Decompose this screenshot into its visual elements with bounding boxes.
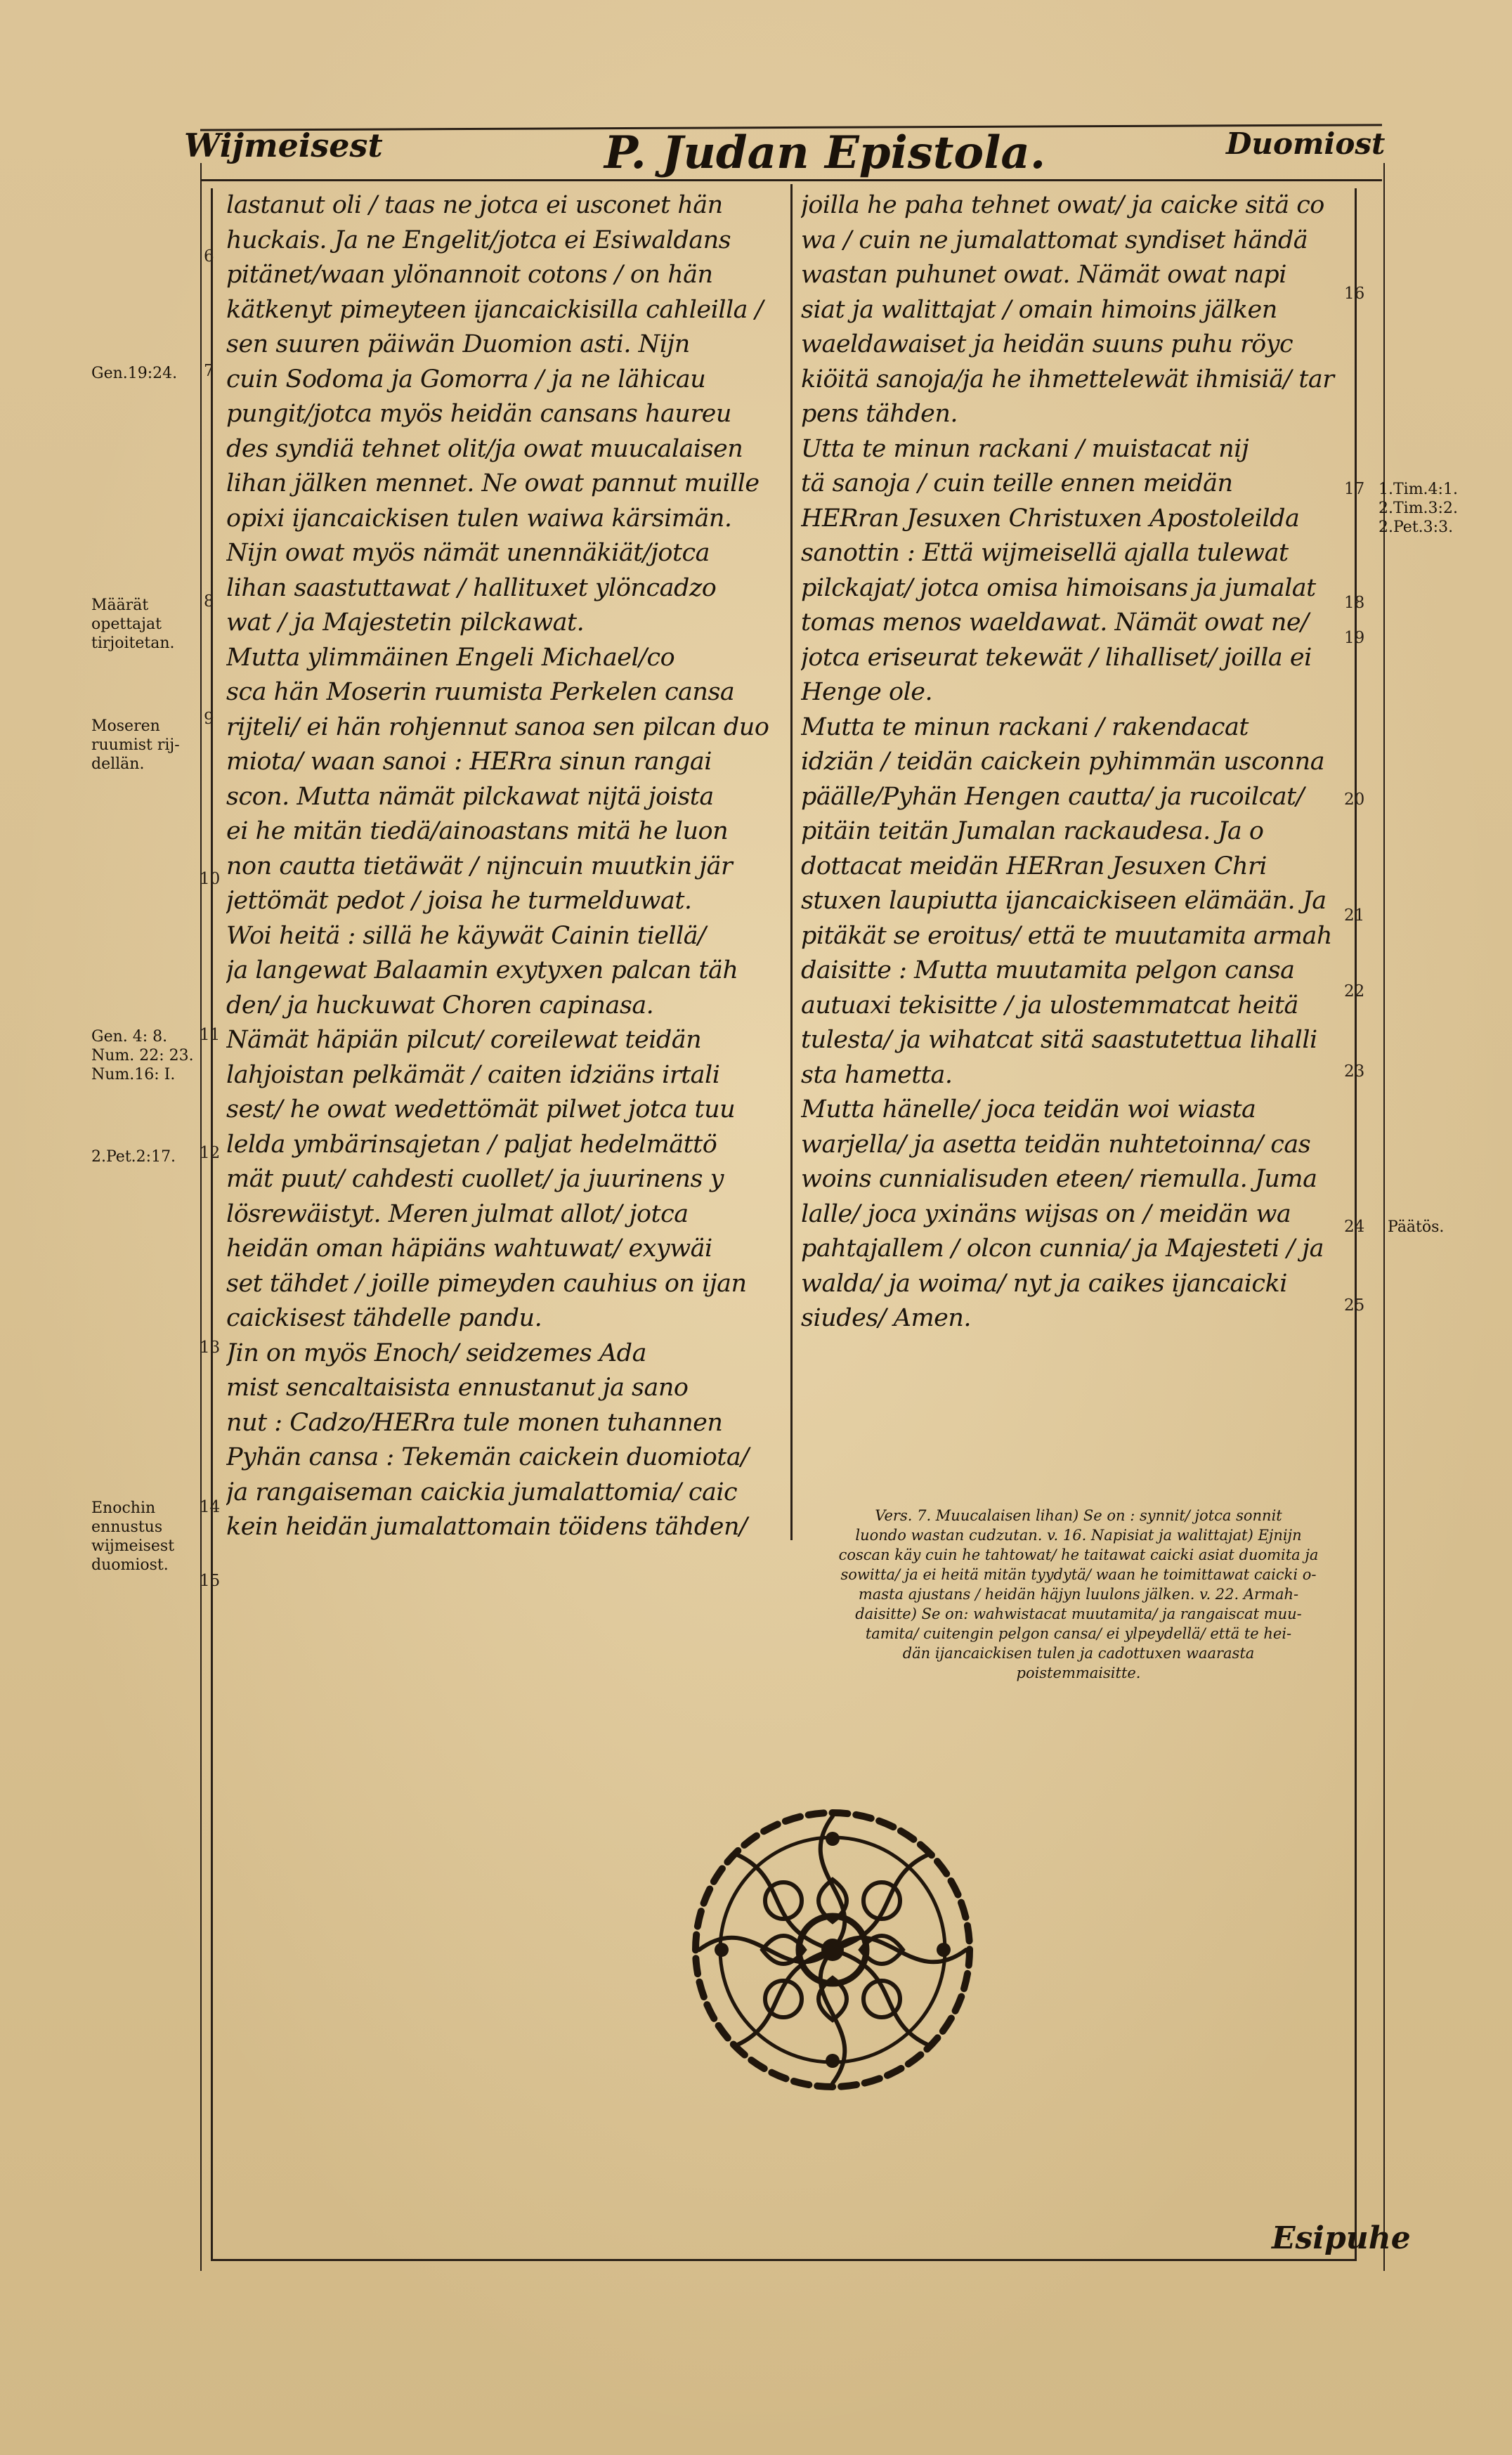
text-line: huckais. Ja ne Engelit/jotca ei Esiwaldans: [226, 226, 731, 254]
text-line: lastanut oli / taas ne jotca ei usconet hän: [226, 191, 723, 219]
annotation-line: masta ajustans / heidän häjyn luulons jälken. v. 22. Armah-: [858, 1586, 1299, 1603]
text-line: des syndiä tehnet olit/ja owat muucalaisen: [226, 434, 743, 463]
verse-number: 24: [1344, 1218, 1365, 1236]
annotation-line: dän ijancaickisen tulen ja cadottuxen waarasta: [902, 1645, 1255, 1662]
text-line: pungit/jotca myös heidän cansans haureu: [226, 400, 731, 428]
text-line: sta hametta.: [801, 1060, 953, 1089]
text-line: Jin on myös Enoch/ seidzemes Ada: [226, 1339, 646, 1367]
text-line: daisitte : Mutta muutamita pelgon cansa: [801, 956, 1295, 984]
text-line: joilla he paha tehnet owat/ ja caicke sitä co: [801, 191, 1324, 219]
text-line: ei he mitän tiedä/ainoastans mitä he luon: [226, 817, 729, 845]
text-line: waeldawaiset ja heidän suuns puhu röyc: [801, 330, 1293, 358]
annotation-line: daisitte) Se on: wahwistacat muutamita/ ja rangaiscat muu-: [855, 1606, 1302, 1622]
verse-number: 10: [200, 870, 221, 888]
text-line: caickisest tähdelle pandu.: [226, 1304, 542, 1332]
text-line: ja rangaiseman caickia jumalattomia/ caic: [226, 1478, 738, 1506]
margin-reference: Gen. 4: 8. Num. 22: 23. Num.16: I.: [91, 1028, 194, 1083]
text-line: wat / ja Majestetin pilckawat.: [226, 608, 585, 637]
right-column: [801, 188, 1342, 1336]
text-line: lahjoistan pelkämät / caiten idziäns irtali: [226, 1060, 720, 1089]
text-line: Pyhän cansa : Tekemän caickein duomiota/: [226, 1443, 749, 1471]
text-line: kein heidän jumalattomain töidens tähden/: [226, 1513, 748, 1541]
text-line: miota/ waan sanoi : HERra sinun rangai: [226, 748, 712, 776]
text-line: pitäkät se eroitus/ että te muutamita armah: [801, 921, 1332, 950]
text-line: sest/ he owat wedettömät pilwet jotca tuu: [226, 1095, 736, 1124]
verse-number: 14: [200, 1498, 221, 1516]
text-line: lihan jälken mennet. Ne owat pannut muille: [226, 469, 760, 497]
left-column: [226, 188, 781, 1545]
text-line: cuin Sodoma ja Gomorra / ja ne lähicau: [226, 365, 706, 393]
verse-number: 11: [200, 1026, 221, 1044]
verse-number: 16: [1344, 285, 1365, 303]
column-divider: [790, 184, 793, 1540]
text-line: Henge ole.: [801, 678, 933, 706]
annotations: [801, 1506, 1356, 1683]
text-line: set tähdet / joille pimeyden cauhius on ijan: [226, 1269, 747, 1298]
text-line: lihan saastuttawat / hallituxet ylöncadzo: [226, 573, 717, 602]
ornament-icon: [678, 1795, 987, 2104]
verse-number: 22: [1344, 982, 1365, 1001]
text-line: heidän oman häpiäns wahtuwat/ exywäi: [226, 1235, 712, 1263]
verse-number: 13: [200, 1339, 221, 1357]
text-line: mät puut/ cahdesti cuollet/ ja juurinens y: [226, 1165, 724, 1193]
text-line: opixi ijancaickisen tulen waiwa kärsimän.: [226, 504, 732, 533]
catchword: Esipuhe: [1272, 2220, 1411, 2256]
text-line: tomas menos waeldawat. Nämät owat ne/: [801, 608, 1309, 637]
text-line: Mutta te minun rackani / rakendacat: [801, 712, 1249, 741]
text-line: sen suuren päiwän Duomion asti. Nijn: [226, 330, 690, 358]
text-line: idziän / teidän caickein pyhimmän usconna: [801, 748, 1325, 776]
verse-number: 6: [204, 247, 214, 266]
annotation-line: tamita/ cuitengin pelgon cansa/ ei ylpeydellä/ että te hei-: [865, 1625, 1292, 1642]
text-line: mist sencaltaisista ennustanut ja sano: [226, 1374, 689, 1402]
text-line: rijteli/ ei hän rohjennut sanoa sen pilcan duo: [226, 712, 769, 741]
margin-reference: 2.Pet.2:17.: [91, 1148, 176, 1166]
text-line: sanottin : Että wijmeisellä ajalla tulewat: [801, 539, 1289, 567]
text-line: sca hän Moserin ruumista Perkelen cansa: [226, 678, 735, 706]
text-line: tulesta/ ja wihatcat sitä saastutettua lihalli: [801, 1026, 1317, 1054]
text-line: walda/ ja woima/ nyt ja caikes ijancaicki: [801, 1269, 1287, 1298]
annotation-line: sowitta/ ja ei heitä mitän tyydytä/ waan he toimittawat caicki o-: [840, 1566, 1317, 1583]
text-line: Nämät häpiän pilcut/ coreilewat teidän: [226, 1026, 702, 1054]
margin-note: Määrät opettajat tirjoitetan.: [91, 597, 175, 652]
text-line: Mutta hänelle/ joca teidän woi wiasta: [801, 1095, 1256, 1124]
text-line: lelda ymbärinsajetan / paljat hedelmättö: [226, 1130, 717, 1159]
text-line: Woi heitä : sillä he käywät Cainin tiellä/: [226, 921, 706, 950]
annotation-line: poistemmaisitte.: [1016, 1665, 1141, 1681]
text-line: pens tähden.: [801, 400, 958, 428]
text-line: dottacat meidän HERran Jesuxen Chri: [801, 852, 1267, 880]
text-line: jettömät pedot / joisa he turmelduwat.: [226, 887, 692, 915]
margin-reference: 1.Tim.4:1. 2.Tim.3:2. 2.Pet.3:3.: [1379, 481, 1458, 536]
text-line: Nijn owat myös nämät unennäkiät/jotca: [226, 539, 710, 567]
verse-number: 15: [200, 1572, 221, 1590]
verse-number: 23: [1344, 1062, 1365, 1081]
text-line: non cautta tietäwät / nijncuin muutkin jär: [226, 852, 733, 880]
verse-number: 19: [1344, 629, 1365, 647]
verse-number: 21: [1344, 906, 1365, 925]
verse-number: 25: [1344, 1296, 1365, 1315]
verse-number: 12: [200, 1144, 221, 1162]
text-line: pitäin teitän Jumalan rackaudesa. Ja o: [801, 817, 1264, 845]
text-line: kätkenyt pimeyteen ijancaickisilla cahleilla /: [226, 295, 763, 324]
text-line: stuxen laupiutta ijancaickiseen elämään. Ja: [801, 887, 1327, 915]
text-line: siat ja walittajat / omain himoins jälken: [801, 295, 1277, 324]
text-line: lösrewäistyt. Meren julmat allot/ jotca: [226, 1199, 689, 1228]
text-line: Mutta ylimmäinen Engeli Michael/co: [226, 643, 675, 672]
margin-note: Moseren ruumist rij- dellän.: [91, 717, 180, 773]
text-line: HERran Jesuxen Christuxen Apostoleilda: [801, 504, 1300, 533]
verse-number: 7: [204, 362, 214, 380]
text-line: pahtajallem / olcon cunnia/ ja Majesteti / ja: [801, 1235, 1324, 1263]
text-line: woins cunnialisuden eteen/ riemulla. Juma: [801, 1165, 1317, 1193]
text-line: siudes/ Amen.: [801, 1304, 972, 1332]
verse-number: 20: [1344, 790, 1365, 809]
text-line: nut : Cadzo/HERra tule monen tuhannen: [226, 1408, 723, 1437]
running-head-title: P. Judan Epistola.: [604, 126, 1046, 179]
margin-note: Päätös.: [1388, 1218, 1445, 1236]
running-head-right: Duomiost: [1226, 126, 1386, 161]
text-line: wa / cuin ne jumalattomat syndiset händä: [801, 226, 1308, 254]
text-line: pitänet/waan ylönannoit cotons / on hän: [226, 261, 713, 289]
verse-number: 9: [204, 710, 214, 728]
text-line: den/ ja huckuwat Choren capinasa.: [226, 991, 654, 1020]
text-line: jotca eriseurat tekewät / lihalliset/ joilla ei: [801, 643, 1312, 672]
running-head-left: Wijmeisest: [184, 126, 383, 164]
verse-number: 17: [1344, 480, 1365, 498]
verse-number: 18: [1344, 594, 1365, 612]
text-line: kiöitä sanoja/ja he ihmettelewät ihmisiä/ tar: [801, 365, 1334, 393]
margin-reference: Gen.19:24.: [91, 365, 178, 382]
text-line: wastan puhunet owat. Nämät owat napi: [801, 261, 1286, 289]
text-line: autuaxi tekisitte / ja ulostemmatcat heitä: [801, 991, 1298, 1020]
bottom-rule: [211, 2259, 1355, 2261]
text-line: pilckajat/ jotca omisa himoisans ja jumalat: [801, 573, 1316, 602]
text-line: päälle/Pyhän Hengen cautta/ ja rucoilcat/: [801, 782, 1304, 811]
text-line: warjella/ ja asetta teidän nuhtetoinna/ cas: [801, 1130, 1311, 1159]
text-line: tä sanoja / cuin teille ennen meidän: [801, 469, 1233, 497]
annotation-line: luondo wastan cudzutan. v. 16. Napisiat ja walittajat) Ejnijn: [855, 1527, 1302, 1544]
verse-number: 8: [204, 592, 214, 611]
annotation-line: Vers. 7. Muucalaisen lihan) Se on : synnit/ jotca sonnit: [875, 1507, 1282, 1524]
margin-note: Enochin ennustus wijmeisest duomiost.: [91, 1499, 175, 1574]
text-line: scon. Mutta nämät pilckawat nijtä joista: [226, 782, 714, 811]
text-line: Utta te minun rackani / muistacat nij: [801, 434, 1249, 463]
text-line: ja langewat Balaamin exytyxen palcan täh: [226, 956, 738, 984]
annotation-line: coscan käy cuin he tahtowat/ he taitawat caicki asiat duomita ja: [838, 1546, 1319, 1563]
text-line: lalle/ joca yxinäns wijsas on / meidän wa: [801, 1199, 1291, 1228]
